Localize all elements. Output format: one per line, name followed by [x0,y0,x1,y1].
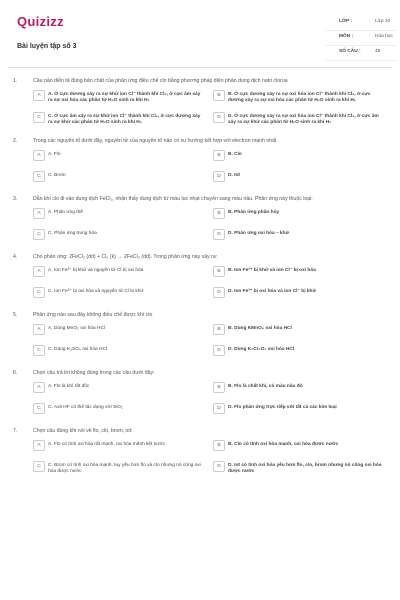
option-text: D. Dùng K₂Cr₂O₇ oxi hóa HCl [228,347,295,352]
question-text: Câu nào diễn tả đúng bản chất của phản ứng điều chế clo bằng phương pháp điện phân dung dịch natri clorua [33,78,288,84]
option-letter-box: A [33,324,45,335]
answer-option-c[interactable] [33,113,205,126]
option-text: A. Flo là khí rất độc [48,384,90,389]
option-text: A. Phản ứng thế [48,210,83,215]
question-list [13,78,388,475]
option-letter-box: D [213,229,225,240]
answer-options [33,267,388,300]
answer-options [33,209,388,242]
question-number: 4. [13,254,18,260]
answer-option-b[interactable] [213,267,385,279]
question-text: Trong các nguyên tố dưới đây, nguyên tử của nguyên tố nào có xu hướng kết hợp với electron mạnh nhất [33,138,277,144]
option-letter-box: B [213,382,225,393]
answer-options [33,91,388,126]
question-text: Chọn câu trả lời không đúng trong các câu dưới đây: [33,370,155,376]
answer-option-c[interactable] [33,346,205,358]
answer-options [33,383,388,416]
option-text: A. Flo có tính oxi hóa rất mạnh, oxi hóa mãnh liệt nước [48,442,166,447]
question-2 [13,138,388,184]
option-text: B. Dùng KMnO₄ oxi hóa HCl [228,326,292,331]
question-text: Dẫn khí clo đi vào dung dịch FeCl₂, nhận thấy dung dịch từ màu lục nhạt chuyển sang màu nâu. Phản ứng này thuộc loại: [33,196,313,202]
answer-option-d[interactable] [213,172,385,184]
option-text: D. Ở cực dương xảy ra sự oxi hóa ion Cl⁻ thành khí Cl₂, ở cực âm xảy ra sự khử các phân tử H₂O sinh ra khí H₂ [228,114,379,125]
answer-option-c[interactable] [33,230,205,242]
worksheet-header [13,12,393,70]
option-text: A. Ion Fe²⁺ bị khử và nguyên tử Cl bị oxi hóa [48,268,144,273]
answer-option-c[interactable] [33,404,205,416]
info-label: LỚP : [339,19,353,24]
answer-option-d[interactable] [213,462,385,475]
answer-option-d[interactable] [213,404,385,416]
question-number: 2. [13,138,18,144]
question-text: Chọn câu đúng khi nói về flo, clo, brom, iot: [33,428,133,434]
option-letter-box: A [33,208,45,219]
info-label: SỐ CÂU : [339,49,361,54]
question-number: 6. [13,370,18,376]
question-7 [13,428,388,475]
option-text: C. Axit HF có thể tác dụng với SiO₂ [48,405,123,410]
answer-option-b[interactable] [213,209,385,221]
question-text: Cho phản ứng: 2FeCl₂ (dd) + Cl₂ (k) → 2FeCl₃ (dd). Trong phản ứng này xảy ra: [33,254,218,260]
option-letter-box: D [213,171,225,182]
question-number: 5. [13,312,18,318]
info-row-class [325,16,397,31]
answer-option-c[interactable] [33,288,205,300]
answer-option-c[interactable] [33,172,205,184]
option-letter-box: A [33,150,45,161]
answer-option-a[interactable] [33,441,205,453]
option-letter-box: C [33,403,45,414]
info-value: Lớp 10 [375,19,391,24]
answer-option-d[interactable] [213,288,385,300]
info-value: 45 [375,49,381,54]
option-text: A. Flo [48,152,61,157]
option-text: D. Iot [228,173,240,178]
option-letter-box: C [33,112,45,123]
option-text: B. Ở cực dương xảy ra sự oxi hóa ion Cl⁻ thành khí Cl₂, ở cực dương xảy ra sự oxi hóa các phân tử H₂O sinh ra khí H₂ [228,92,371,103]
option-text: D. Ion Fe³⁺ bị oxi hóa và ion Cl⁻ bị khử [228,289,316,294]
question-6 [13,370,388,416]
answer-option-a[interactable] [33,209,205,221]
option-text: C. Phản ứng trung hòa [48,231,97,236]
option-text: D. Iot có tính oxi hóa yếu hơn flo, clo, brom nhưng nó cũng oxi hóa được nước [228,463,382,474]
option-letter-box: A [33,266,45,277]
option-text: A. Dùng MnO₂ oxi hóa HCl [48,326,106,331]
question-text: Phản ứng nào sau đây không điều chế được khí clo [33,312,153,318]
option-letter-box: C [33,461,45,472]
option-text: D. Phản ứng oxi hóa – khử [228,231,290,236]
option-letter-box: B [213,208,225,219]
option-letter-box: A [33,440,45,451]
answer-option-a[interactable] [33,383,205,395]
option-text: B. Clo [228,152,242,157]
option-text: B. Clo có tính oxi hóa mạnh, oxi hóa được nước [228,442,339,447]
option-letter-box: B [213,324,225,335]
option-text: C. Brom có tính oxi hóa mạnh, tuy yếu hơn flo và clo nhưng nó cũng oxi hóa được nước [48,463,201,474]
option-letter-box: C [33,287,45,298]
option-letter-box: A [33,382,45,393]
question-number: 7. [13,428,18,434]
option-letter-box: B [213,440,225,451]
option-letter-box: C [33,345,45,356]
answer-option-c[interactable] [33,462,205,475]
option-letter-box: B [213,90,225,101]
option-text: C. Brom [48,173,66,178]
answer-options [33,441,388,475]
option-letter-box: B [213,266,225,277]
answer-option-a[interactable] [33,151,205,163]
quizizz-logo: Quizizz [17,14,64,29]
answer-option-d[interactable] [213,230,385,242]
answer-options [33,325,388,358]
option-letter-box: D [213,403,225,414]
answer-option-a[interactable] [33,91,205,104]
answer-options [33,151,388,184]
option-letter-box: C [33,229,45,240]
option-text: C. Ion Fe²⁺ bị oxi hóa và nguyên tử Cl bị khử [48,289,144,294]
answer-option-a[interactable] [33,267,205,279]
info-row-subject [325,31,397,46]
option-text: A. Ở cực dương xảy ra sự khử ion Cl⁻ thành khí Cl₂, ở cực âm xảy ra sự oxi hóa các phân tử H₂O sinh ra khí H₂ [48,92,201,103]
answer-option-b[interactable] [213,91,385,104]
answer-option-b[interactable] [213,325,385,337]
option-letter-box: B [213,150,225,161]
answer-option-d[interactable] [213,346,385,358]
option-text: B. Flo là chất khí, có màu nâu đỏ [228,384,303,389]
option-letter-box: D [213,345,225,356]
question-5 [13,312,388,358]
header-divider [8,67,392,68]
answer-option-b[interactable] [213,441,385,453]
answer-option-b[interactable] [213,151,385,163]
option-text: C. Dùng K₂SO₄ oxi hóa HCl [48,347,108,352]
option-letter-box: C [33,171,45,182]
worksheet-title: Bài luyện tập số 3 [17,43,77,50]
option-letter-box: D [213,287,225,298]
question-3 [13,196,388,242]
option-text: C. Ở cực âm xảy ra sự khử ion Cl⁻ thành khí Cl₂, ở cực dương xảy ra sự khử các phân tử H₂O sinh ra khí H₂ [48,114,201,125]
info-label: MÔN : [339,34,354,39]
answer-option-a[interactable] [33,325,205,337]
option-letter-box: A [33,90,45,101]
option-text: B. Ion Fe³⁺ bị khử và ion Cl⁻ bị oxi hóa [228,268,316,273]
question-4 [13,254,388,300]
answer-option-d[interactable] [213,113,385,126]
option-text: B. Phản ứng phân hủy [228,210,280,215]
option-text: D. Flo phản ứng trực tiếp với tất cả các kim loại [228,405,337,410]
answer-option-b[interactable] [213,383,385,395]
question-number: 1. [13,78,18,84]
info-table [325,16,397,61]
option-letter-box: D [213,461,225,472]
question-number: 3. [13,196,18,202]
info-row-count [325,46,397,61]
option-letter-box: D [213,112,225,123]
info-value: Hóa học [375,34,393,39]
question-1 [13,78,388,126]
